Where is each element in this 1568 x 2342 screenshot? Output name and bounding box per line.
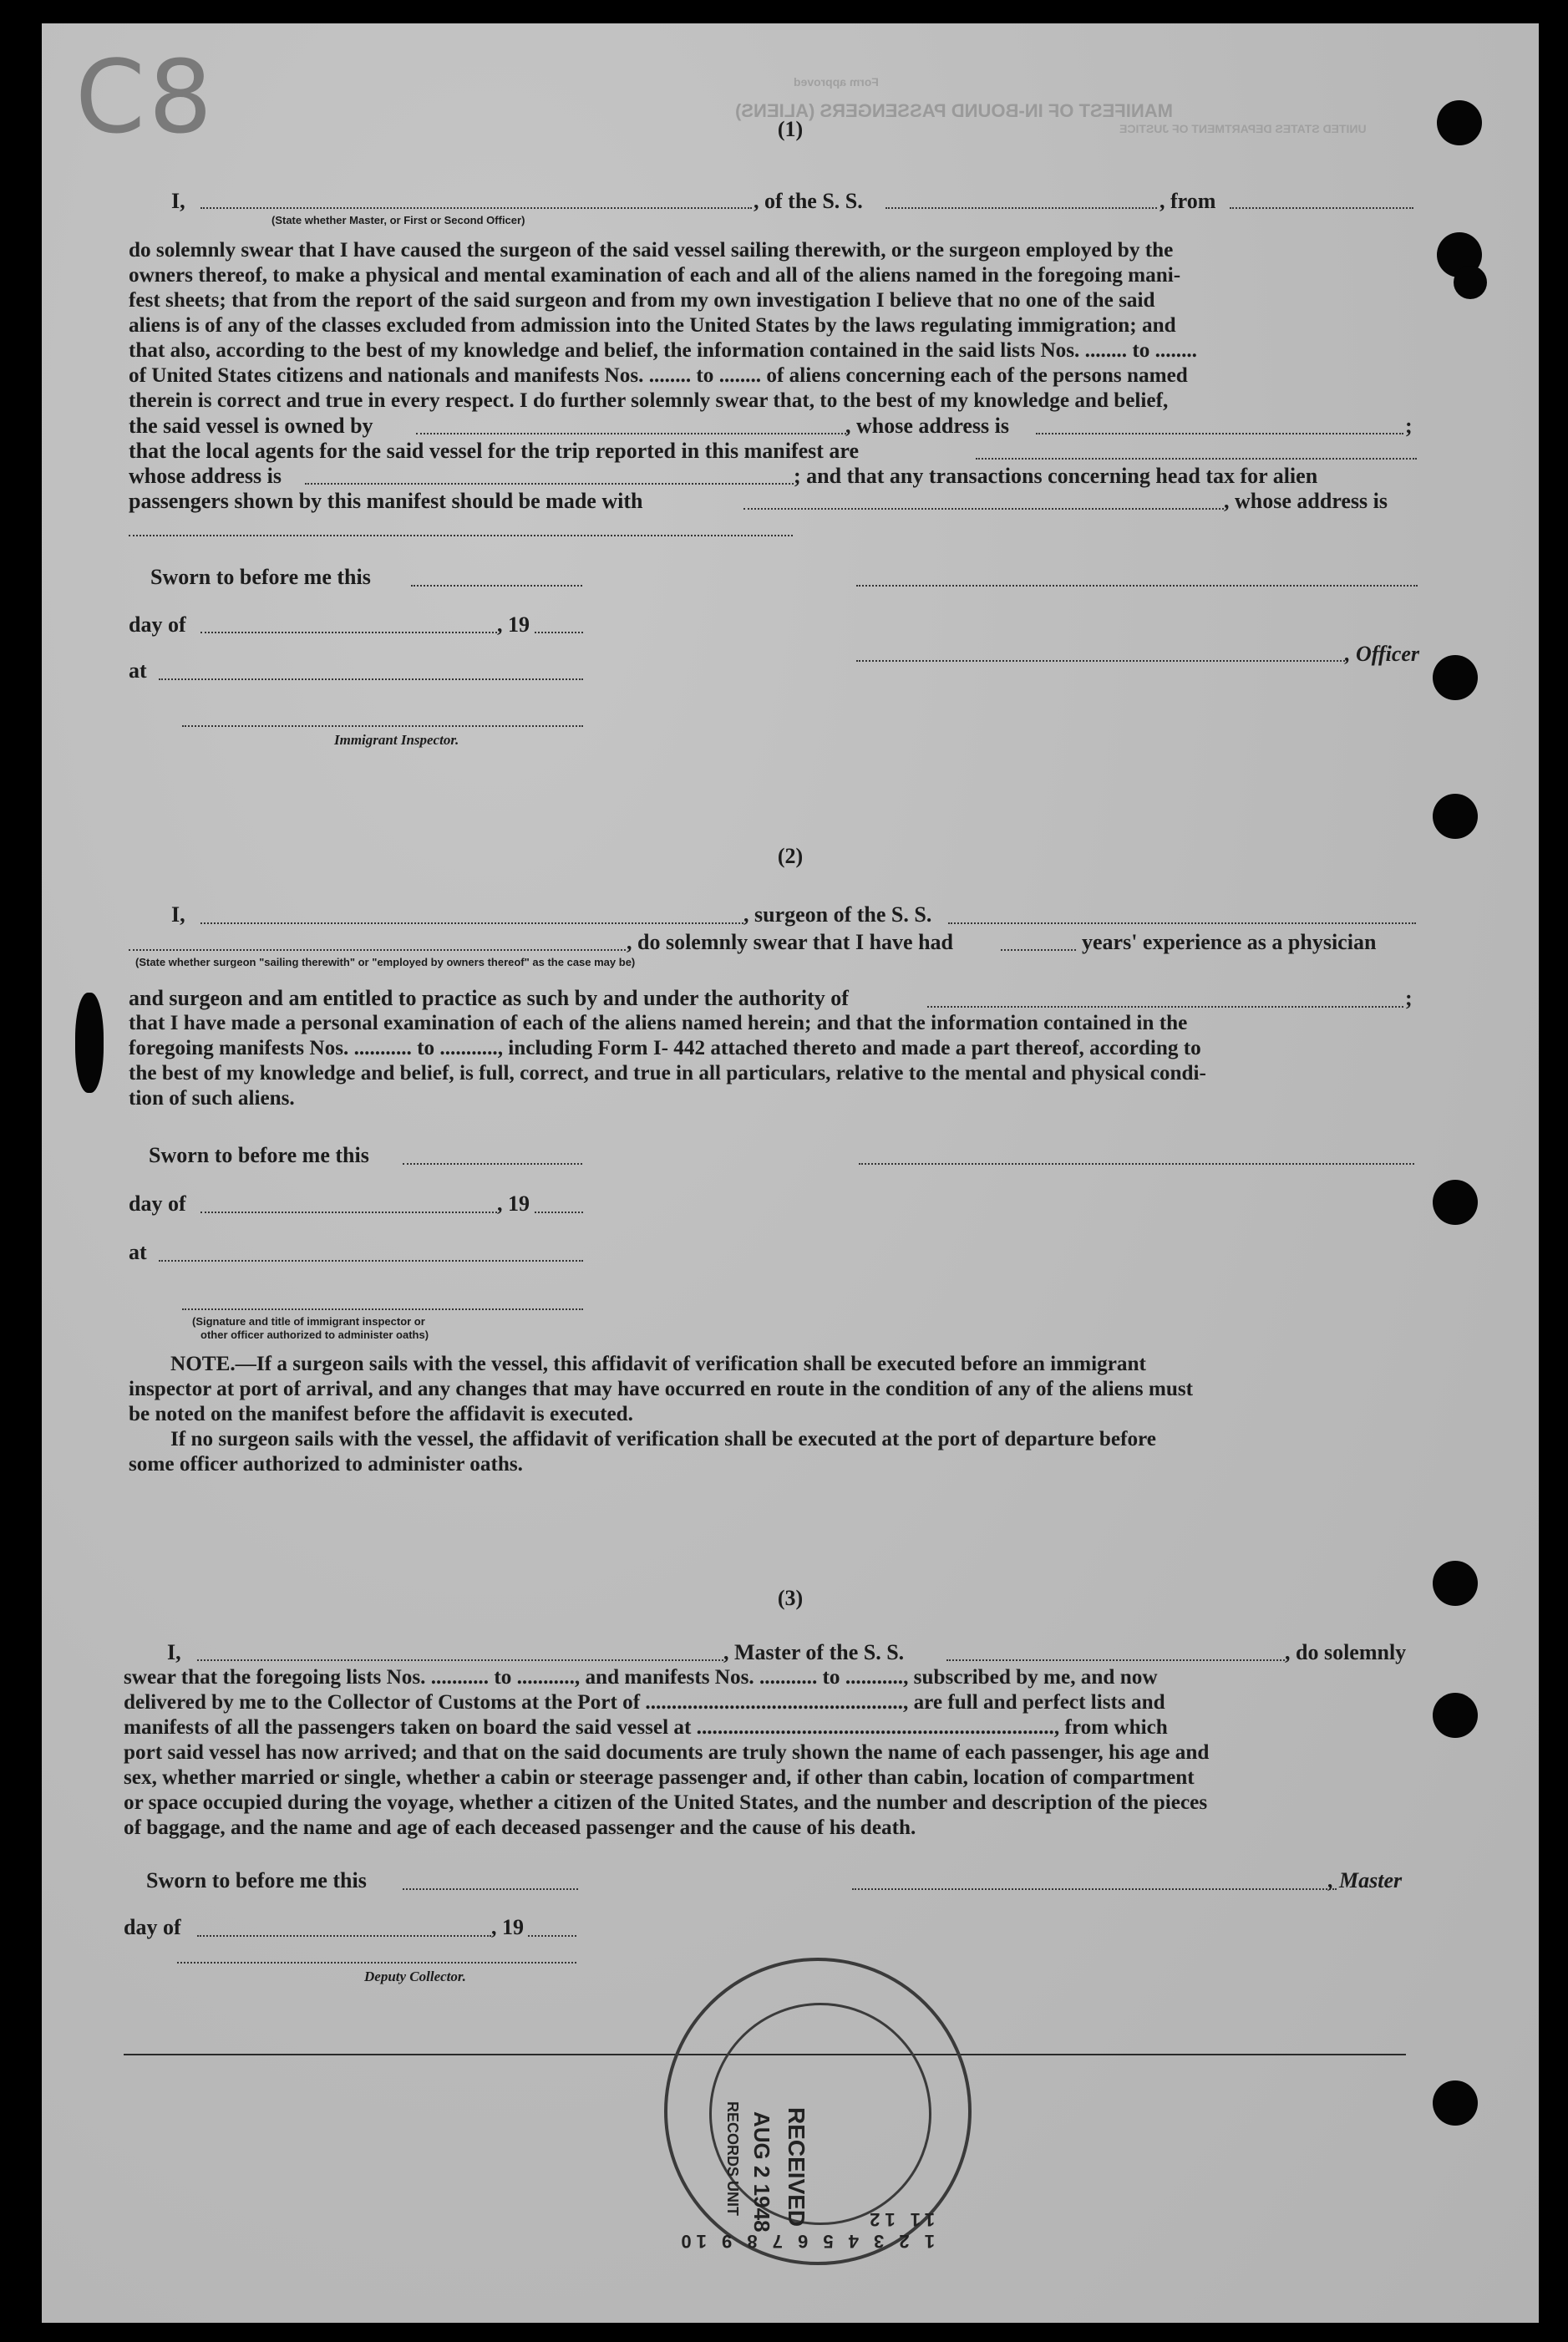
- s1-line: fest sheets; that from the report of the said surgeon and from my own investigation I believe that no one of the said: [129, 289, 1155, 312]
- document-page: [42, 23, 1539, 2323]
- s1-day-of: day of: [129, 612, 186, 637]
- section-1-heading: (1): [777, 117, 804, 141]
- s1-from: , from: [1160, 189, 1216, 213]
- s2-type-line: [129, 949, 626, 951]
- binder-hole: [1433, 2080, 1478, 2126]
- s2-sig-note-2: other officer authorized to administer oaths): [200, 1328, 429, 1341]
- s3-line: sex, whether married or single, whether a cabin or steerage passenger and, if other than cabin, location of compartment: [124, 1766, 1195, 1789]
- s2-surgeon-of: , surgeon of the S. S.: [743, 902, 932, 927]
- s2-authority: and surgeon and am entitled to practice as such by and under the authority of: [129, 986, 849, 1010]
- s2-inspector-signature-line: [182, 1308, 583, 1310]
- s2-note-line: NOTE.—If a surgeon sails with the vessel, this affidavit of verification shall be executed before an immigrant: [170, 1353, 1146, 1375]
- s1-passengers-line: passengers shown by this manifest should be made with: [129, 489, 643, 513]
- s1-owned-by: the said vessel is owned by: [129, 414, 373, 438]
- s1-day-line: [200, 632, 497, 633]
- s2-surgeon-name-line: [200, 922, 743, 924]
- s1-line: that also, according to the best of my knowledge and belief, the information contained in the said lists Nos. ........ to ........: [129, 339, 1197, 362]
- s3-master-signature-line: [852, 1888, 1337, 1890]
- ghost-header-note: Form approved: [794, 75, 879, 89]
- s1-line: owners thereof, to make a physical and mental examination of each and all of the aliens named in the foregoing mani-: [129, 264, 1181, 287]
- binder-hole: [1454, 266, 1487, 299]
- s2-line: the best of my knowledge and belief, is full, correct, and true in all particulars, relative to the mental and physical condi-: [129, 1062, 1206, 1085]
- stamp-received: RECEIVED: [784, 2107, 809, 2228]
- s3-day-of: day of: [124, 1915, 181, 1939]
- s1-inspector-label: Immigrant Inspector.: [334, 732, 459, 748]
- s2-note-line: If no surgeon sails with the vessel, the affidavit of verification shall be executed at the port of departure before: [170, 1428, 1156, 1450]
- s3-master-of: , Master of the S. S.: [723, 1640, 905, 1664]
- s3-line: port said vessel has now arrived; and that on the said documents are truly shown the name of each passenger, his age and: [124, 1741, 1210, 1764]
- s2-line: foregoing manifests Nos. ........... to ..........., including Form I- 442 attached thereto and made a part thereof, according to: [129, 1037, 1201, 1059]
- s2-sig-note-1: (Signature and title of immigrant inspector or: [192, 1315, 425, 1328]
- s1-line: therein is correct and true in every respect. I do further solemnly swear that, to the best of my knowledge and belief,: [129, 389, 1169, 412]
- s1-at-line: [159, 678, 583, 680]
- s1-i-label: I,: [171, 189, 185, 213]
- section-3-heading: (3): [777, 1586, 804, 1610]
- s3-year: , 19: [491, 1915, 524, 1939]
- s1-vessel-line: [885, 207, 1157, 209]
- s3-line: delivered by me to the Collector of Customs at the Port of ................................................., are full and perfect lists and: [124, 1691, 1165, 1714]
- s1-passengers-contact-line: [743, 508, 1224, 510]
- binder-hole: [1433, 1693, 1478, 1738]
- s1-officer-name-line: [200, 207, 752, 209]
- s2-vessel-line: [948, 922, 1416, 924]
- s1-agents-line: that the local agents for the said vessel for the trip reported in this manifest are: [129, 439, 860, 463]
- s2-surgeon-note: (State whether surgeon "sailing therewith" or "employed by owners thereof" as the case may be): [135, 956, 636, 968]
- s1-whose-address-3: , whose address is: [1224, 489, 1388, 513]
- s3-sworn-date-line: [403, 1888, 578, 1890]
- s2-line: that I have made a personal examination of each of the aliens named herein; and that the information contained in the: [129, 1012, 1188, 1034]
- stamp-ring-numbers: 1 2 3 4 5 6 7 8 9 10 11 12: [676, 2209, 935, 2252]
- s1-line: aliens is of any of the classes excluded from admission into the United States by the laws regulating immigration; and: [129, 314, 1176, 337]
- s1-of-ss: , of the S. S.: [754, 189, 863, 213]
- s2-note: [129, 1352, 1420, 1477]
- s2-note-line: some officer authorized to administer oaths.: [129, 1453, 523, 1476]
- s3-day-line: [197, 1935, 491, 1937]
- stamp-date: AUG 2 1948: [749, 2111, 774, 2233]
- s3-line: or space occupied during the voyage, whether a citizen of the United States, and the number and description of the pieces: [124, 1791, 1208, 1814]
- s1-officer-label: , Officer: [1345, 642, 1420, 666]
- s2-semicolon: ;: [1405, 986, 1413, 1010]
- s2-at-line: [159, 1260, 583, 1262]
- s3-sworn-label: Sworn to before me this: [146, 1868, 367, 1892]
- s3-do-solemnly: , do solemnly: [1285, 1640, 1407, 1664]
- ghost-header-title: MANIFEST OF IN-BOUND PASSENGERS (ALIENS): [735, 100, 1173, 121]
- s2-authority-line: [927, 1006, 1403, 1008]
- s1-agents-address-label: whose address is: [129, 464, 282, 488]
- s2-day-line: [200, 1212, 497, 1213]
- s2-sworn-date-line: [403, 1163, 582, 1165]
- s3-vessel-line: [946, 1659, 1285, 1661]
- binder-hole: [1437, 100, 1482, 145]
- ghost-header-dept: UNITED STATES DEPARTMENT OF JUSTICE: [1119, 122, 1367, 135]
- section-2-heading: (2): [777, 844, 804, 868]
- s1-address-continuation-line: [129, 535, 793, 536]
- s2-swear: , do solemnly swear that I have had: [627, 930, 954, 954]
- s1-at: at: [129, 658, 147, 683]
- binder-hole: [1433, 1561, 1478, 1606]
- s1-year: , 19: [497, 612, 530, 637]
- s2-sworn-label: Sworn to before me this: [149, 1143, 369, 1167]
- s1-whose-address: , whose address is: [845, 414, 1010, 438]
- s1-agents-address-line: [305, 483, 794, 485]
- s2-year: , 19: [497, 1191, 530, 1216]
- s2-day-of: day of: [129, 1191, 186, 1216]
- s2-years-line: [1001, 949, 1076, 951]
- stamp-unit: RECORDS UNIT: [724, 2101, 741, 2217]
- binder-hole: [1433, 1180, 1478, 1225]
- received-stamp: [664, 1958, 972, 2265]
- binder-hole: [1433, 794, 1478, 839]
- s2-at: at: [129, 1240, 147, 1264]
- s2-note-line: be noted on the manifest before the affidavit is executed.: [129, 1403, 633, 1425]
- s3-line: of baggage, and the name and age of each deceased passenger and the cause of his death.: [124, 1816, 916, 1839]
- s3-line: manifests of all the passengers taken on board the said vessel at ...................................................................., from which: [124, 1716, 1168, 1739]
- s1-owner-line: [416, 433, 846, 434]
- s1-officer-signature-line: [856, 585, 1418, 587]
- s1-semicolon: ;: [1405, 414, 1413, 438]
- s2-year-line: [535, 1212, 583, 1213]
- s1-line: of United States citizens and nationals and manifests Nos. ........ to ........ of aliens concerning each of the persons named: [129, 364, 1188, 387]
- s1-from-line: [1230, 207, 1413, 209]
- s3-oath-text: [124, 1665, 1415, 1841]
- binder-hole: [1433, 655, 1478, 700]
- s2-i-label: I,: [171, 902, 185, 927]
- received-stamp-inner-ring: [709, 2003, 931, 2228]
- binder-hole: [75, 993, 104, 1093]
- s3-year-line: [528, 1935, 576, 1937]
- s1-sworn-date-line: [411, 585, 582, 587]
- s3-collector-label: Deputy Collector.: [364, 1969, 466, 1984]
- s2-oath-text: [129, 1011, 1420, 1111]
- s2-years: years' experience as a physician: [1082, 930, 1377, 954]
- s1-sworn-label: Sworn to before me this: [150, 565, 371, 589]
- s1-officer-line: [856, 660, 1345, 662]
- s2-surgeon-signature-line: [859, 1163, 1414, 1165]
- s2-note-line: inspector at port of arrival, and any changes that may have occurred en route in the condition of any of the aliens must: [129, 1378, 1194, 1400]
- s1-owner-address-line: [1036, 433, 1403, 434]
- corner-mark: C8: [75, 40, 216, 156]
- s1-inspector-signature-line: [182, 725, 583, 727]
- s1-oath-text: [129, 238, 1420, 414]
- s3-line: swear that the foregoing lists Nos. ........... to ..........., and manifests Nos. ........... to ..........., subscribed by me, and now: [124, 1666, 1158, 1689]
- s1-year-line: [535, 632, 583, 633]
- s3-collector-signature-line: [177, 1962, 576, 1964]
- s3-i-label: I,: [167, 1640, 181, 1664]
- s3-master-label: , Master: [1328, 1868, 1403, 1892]
- s3-master-name-line: [197, 1659, 723, 1661]
- s1-line: do solemnly swear that I have caused the surgeon of the said vessel sailing therewith, or the surgeon employed by the: [129, 239, 1174, 262]
- s1-agents-name-line: [976, 458, 1417, 460]
- s2-line: tion of such aliens.: [129, 1087, 295, 1110]
- s1-head-tax: ; and that any transactions concerning head tax for alien: [794, 464, 1318, 488]
- s1-officer-note: (State whether Master, or First or Second Officer): [271, 214, 525, 226]
